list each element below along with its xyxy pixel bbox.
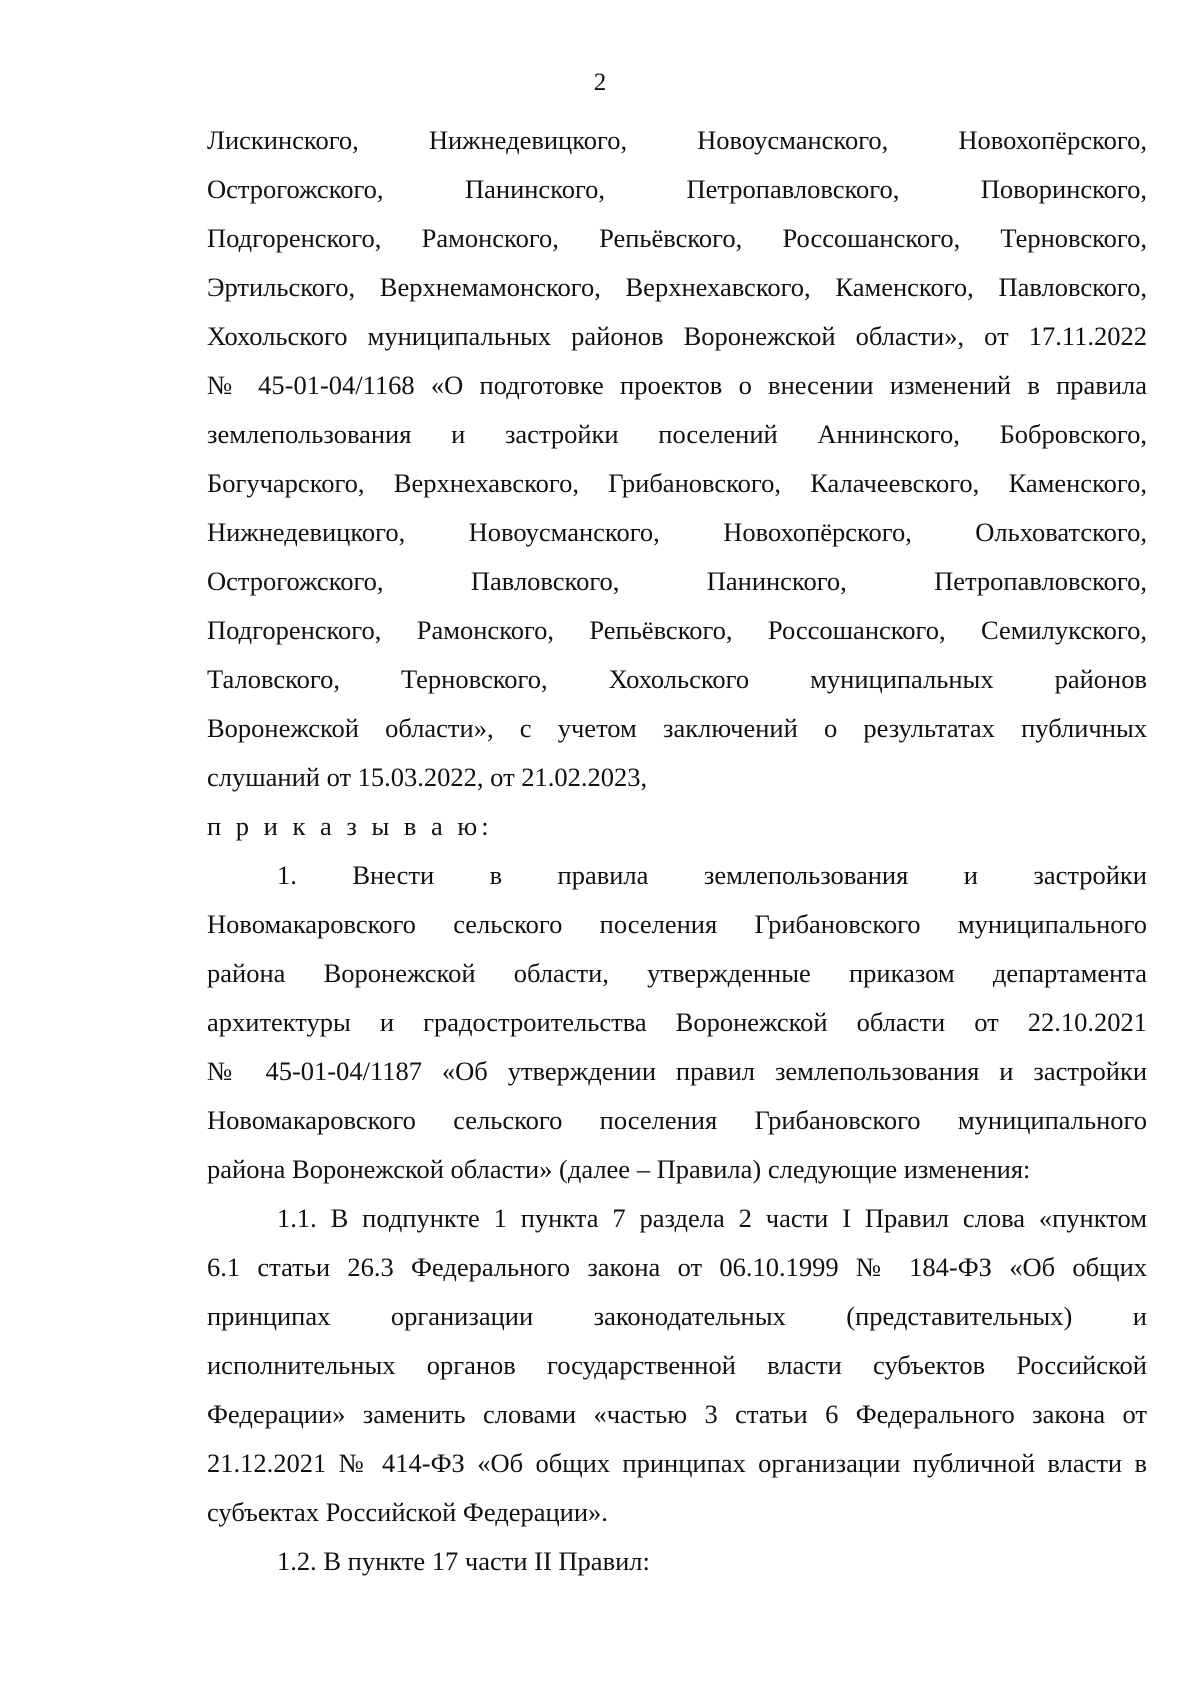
item-1-line: района Воронежской области» (далее – Правила) следующие изменения: <box>207 1154 1031 1184</box>
text-line: Острогожского, Павловского, Панинского, Петропавловского, <box>207 566 1147 596</box>
text-line: Подгоренского, Рамонского, Репьёвского, Россошанского, Терновского, <box>207 223 1147 253</box>
item-1-1-line: принципах организации законодательных (представительных) и <box>207 1301 1147 1331</box>
item-1-line: Новомакаровского сельского поселения Грибановского муниципального <box>207 1105 1147 1135</box>
text-line: Подгоренского, Рамонского, Репьёвского, Россошанского, Семилукского, <box>207 615 1147 645</box>
text-line: Лискинского, Нижнедевицкого, Новоусманского, Новохопёрского, <box>207 125 1147 155</box>
item-1-1-line: Федерации» заменить словами «частью 3 статьи 6 Федерального закона от <box>207 1399 1147 1429</box>
text-line: Хохольского муниципальных районов Воронежской области», от 17.11.2022 <box>207 321 1147 351</box>
order-word: п р и к а з ы в а ю: <box>207 811 493 841</box>
text-line: Нижнедевицкого, Новоусманского, Новохопёрского, Ольховатского, <box>207 517 1147 547</box>
item-1-1-line: 1.1. В подпункте 1 пункта 7 раздела 2 части I Правил слова «пунктом <box>277 1203 1147 1233</box>
page-number: 2 <box>593 69 607 96</box>
item-1-line: Новомакаровского сельского поселения Грибановского муниципального <box>207 909 1147 939</box>
text-line: № 45-01-04/1168 «О подготовке проектов о внесении изменений в правила <box>207 370 1147 400</box>
text-line: Эртильского, Верхнемамонского, Верхнехавского, Каменского, Павловского, <box>207 272 1147 302</box>
item-1-2-line: 1.2. В пункте 17 части II Правил: <box>277 1546 650 1576</box>
text-line: землепользования и застройки поселений Аннинского, Бобровского, <box>207 419 1147 449</box>
item-1-1-line: исполнительных органов государственной власти субъектов Российской <box>207 1350 1147 1380</box>
item-1-line: 1. Внести в правила землепользования и застройки <box>277 860 1147 890</box>
text-line: Богучарского, Верхнехавского, Грибановского, Калачеевского, Каменского, <box>207 468 1147 498</box>
text-line: Острогожского, Панинского, Петропавловского, Поворинского, <box>207 174 1147 204</box>
item-1-1-line: 21.12.2021 № 414-ФЗ «Об общих принципах организации публичной власти в <box>207 1448 1147 1478</box>
item-1-line: № 45-01-04/1187 «Об утверждении правил землепользования и застройки <box>207 1056 1147 1086</box>
text-line: Воронежской области», с учетом заключений о результатах публичных <box>207 713 1147 743</box>
document-body <box>207 116 1147 1586</box>
text-line: слушаний от 15.03.2022, от 21.02.2023, <box>207 762 648 792</box>
item-1-line: архитектуры и градостроительства Воронежской области от 22.10.2021 <box>207 1007 1147 1037</box>
item-1-1-line: 6.1 статьи 26.3 Федерального закона от 06.10.1999 № 184-ФЗ «Об общих <box>207 1252 1147 1282</box>
item-1-1-line: субъектах Российской Федерации». <box>207 1497 608 1527</box>
text-line: Таловского, Терновского, Хохольского муниципальных районов <box>207 664 1147 694</box>
item-1-line: района Воронежской области, утвержденные приказом департамента <box>207 958 1147 988</box>
